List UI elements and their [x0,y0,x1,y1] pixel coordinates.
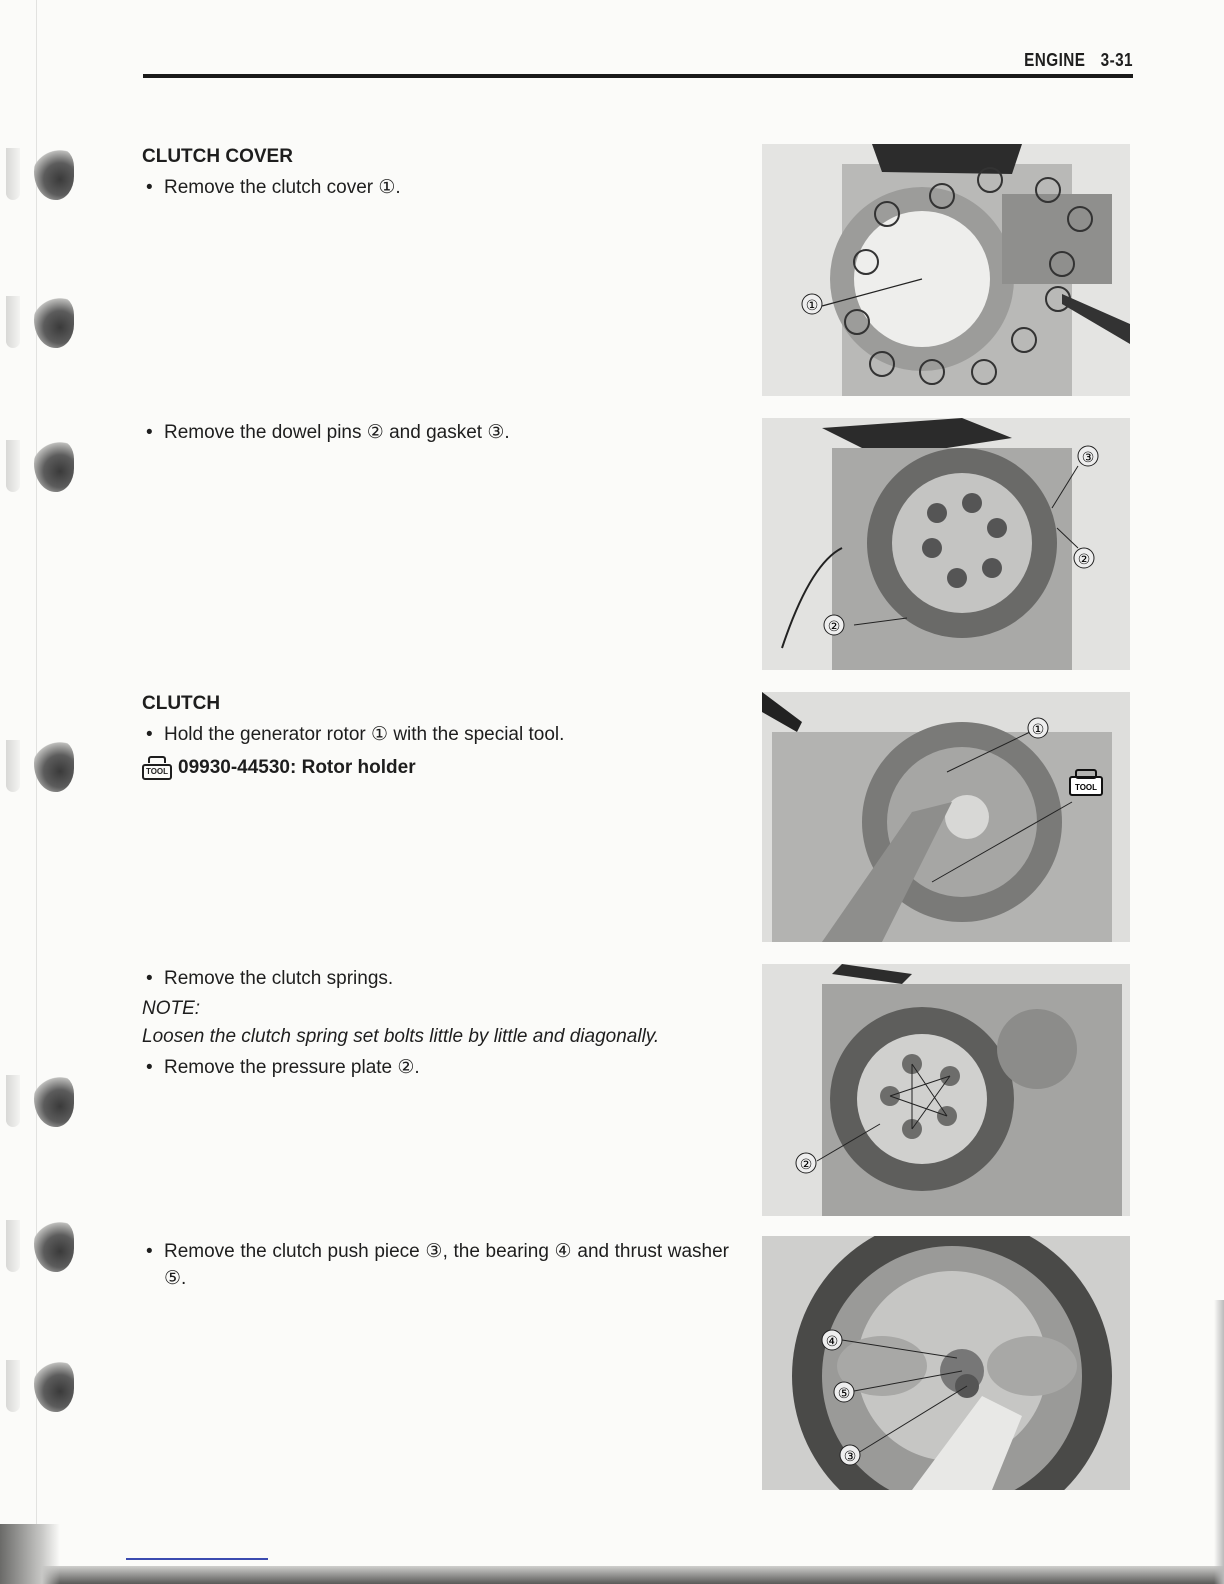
step-remove-clutch-cover: • Remove the clutch cover ①. [142,174,742,201]
scan-corner-shadow [0,1524,60,1584]
binder-crease [36,0,37,1584]
section-title: CLUTCH COVER [142,146,293,167]
step-remove-push-piece: • Remove the clutch push piece ③, the bearing ④ and thrust washer ⑤. [142,1238,729,1292]
photo-callout: ③ [843,1449,857,1465]
photo-callout: ⑤ [837,1386,851,1402]
photo-callout: ② [827,619,841,635]
binder-hole [6,1220,70,1272]
photo-pressure-plate [762,964,1130,1216]
step-remove-pressure-plate: • Remove the pressure plate ②. [142,1054,742,1081]
scan-bottom-edge [0,1566,1224,1584]
binder-hole [6,440,70,492]
step-remove-springs: • Remove the clutch springs. [142,965,742,992]
photo-callout: ② [1077,552,1091,568]
step-remove-dowel-pins: • Remove the dowel pins ② and gasket ③. [142,419,742,446]
photo-callout: ③ [1081,450,1095,466]
header-page-number: 3-31 [1100,50,1133,70]
svg-text:TOOL: TOOL [1074,783,1098,792]
photo-rotor-holder [762,692,1130,942]
clutch-springs-step [142,965,742,1081]
note-label: NOTE: [142,998,201,1019]
photo-push-piece [762,1236,1130,1490]
footer-link-underline [126,1558,268,1560]
special-tool-number: 09930-44530: Rotor holder [178,757,416,778]
binder-hole [6,740,70,792]
tool-icon: TOOL [142,756,172,780]
clutch-section [142,693,742,780]
scan-right-edge [1214,1300,1224,1584]
special-tool-line [142,756,742,780]
photo-callout: ① [1031,722,1045,738]
page-header [292,50,1134,71]
header-section: ENGINE [1024,50,1086,70]
binder-hole [6,148,70,200]
binder-edge [0,0,82,1584]
photo-callout: ① [805,298,819,314]
photo-callout: ② [799,1157,813,1173]
note-text: Loosen the clutch spring set bolts little by little and diagonally. [142,1026,660,1047]
binder-hole [6,1075,70,1127]
step-hold-rotor: • Hold the generator rotor ① with the special tool. [142,721,742,748]
header-rule [143,74,1133,78]
binder-hole [6,1360,70,1412]
clutch-cover-step2 [142,419,742,446]
push-piece-step [142,1238,742,1292]
photo-clutch-cover [762,144,1130,396]
section-title: CLUTCH [142,693,221,714]
clutch-cover-section [142,146,742,201]
binder-hole [6,296,70,348]
photo-callout: ④ [825,1334,839,1350]
photo-dowel-pins [762,418,1130,670]
